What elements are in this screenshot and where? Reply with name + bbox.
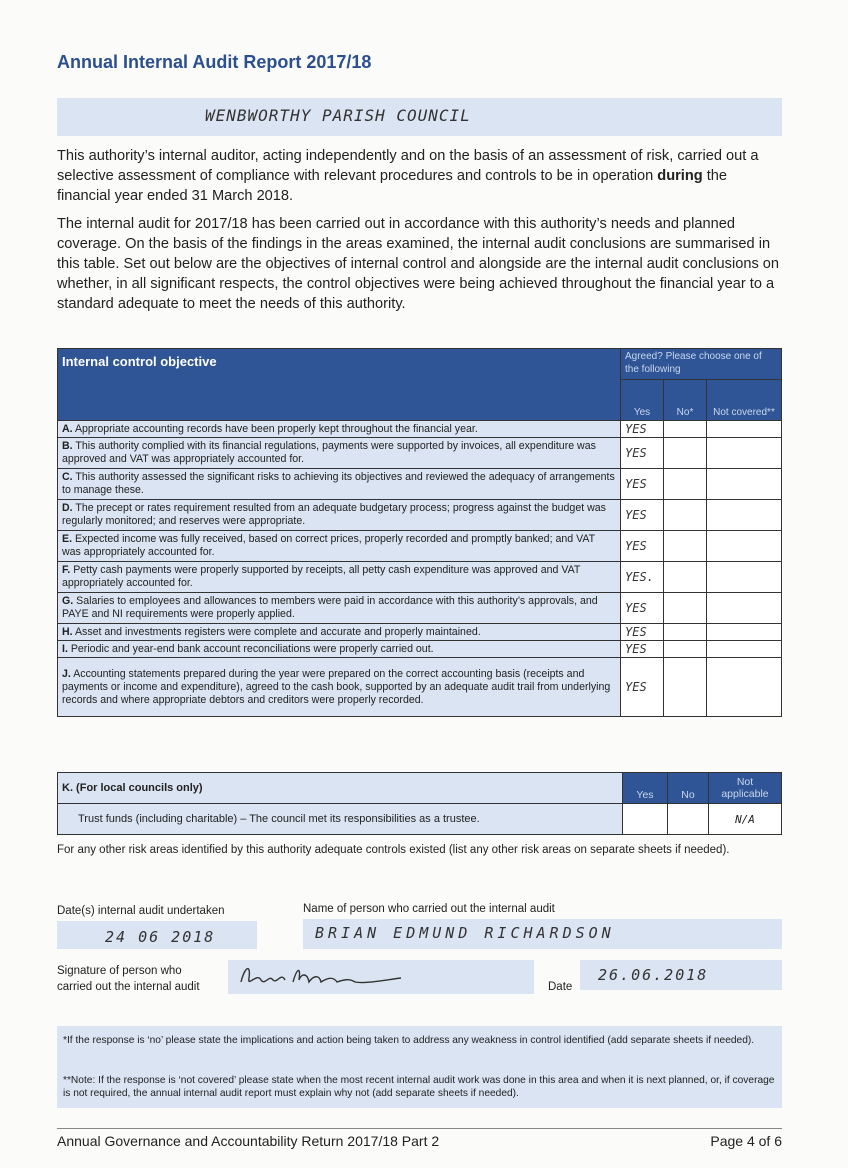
section-k-na: Not applicable bbox=[709, 773, 782, 804]
objective-text: H. Asset and investments registers were complete and accurate and properly maintained. bbox=[58, 624, 621, 641]
dates-label: Date(s) internal audit undertaken bbox=[57, 905, 225, 917]
table-row bbox=[58, 624, 782, 641]
header-objective: Internal control objective bbox=[58, 349, 621, 421]
objective-text: F. Petty cash payments were properly supported by receipts, all petty cash expenditure was approved and VAT appropriately accounted for. bbox=[58, 562, 621, 593]
answer-yes: YES bbox=[621, 593, 664, 624]
answer-yes: YES bbox=[621, 658, 664, 717]
answer-not-covered bbox=[707, 641, 782, 658]
section-k-yes: Yes bbox=[623, 773, 668, 804]
date-label: Date bbox=[548, 981, 573, 993]
section-k-no: No bbox=[668, 773, 709, 804]
page-number: Page 4 of 6 bbox=[710, 1133, 782, 1149]
header-not-covered: Not covered** bbox=[707, 380, 782, 421]
section-k-text: Trust funds (including charitable) – The council met its responsibilities as a trustee. bbox=[58, 804, 623, 835]
table-row bbox=[58, 531, 782, 562]
intro-paragraph-2: The internal audit for 2017/18 has been carried out in accordance with this authority’s needs and planned coverage. On the basis of the findings in the areas examined, the internal audit conclusions are summarised in this table. Set out below are the objectives of internal control and alongside are the internal audit conclusions on whether, in all significant respects, the control objectives were being achieved throughout the financial year to a standard adequate to meet the needs of this authority. bbox=[57, 216, 780, 312]
table-row bbox=[58, 421, 782, 438]
objective-text: B. This authority complied with its financial regulations, payments were supported by invoices, all expenditure was approved and VAT was appropriately accounted for. bbox=[58, 438, 621, 469]
table-row bbox=[58, 593, 782, 624]
table-row bbox=[58, 658, 782, 717]
section-k-no-cell bbox=[668, 804, 709, 835]
answer-not-covered bbox=[707, 593, 782, 624]
answer-no bbox=[664, 469, 707, 500]
objective-text: I. Periodic and year-end bank account reconciliations were properly carried out. bbox=[58, 641, 621, 658]
answer-not-covered bbox=[707, 658, 782, 717]
answer-not-covered bbox=[707, 500, 782, 531]
answer-not-covered bbox=[707, 531, 782, 562]
section-k-table bbox=[57, 772, 782, 835]
answer-yes: YES bbox=[621, 641, 664, 658]
council-name: WENBWORTHY PARISH COUNCIL bbox=[205, 106, 471, 125]
answer-no bbox=[664, 641, 707, 658]
answer-yes: YES. bbox=[621, 562, 664, 593]
header-yes: Yes bbox=[621, 380, 664, 421]
answer-yes: YES bbox=[621, 421, 664, 438]
signature-label-2: carried out the internal audit bbox=[57, 981, 200, 993]
footer-title: Annual Governance and Accountability Return 2017/18 Part 2 bbox=[57, 1133, 440, 1149]
signature-image bbox=[235, 960, 405, 992]
answer-not-covered bbox=[707, 469, 782, 500]
answer-yes: YES bbox=[621, 469, 664, 500]
objective-text: J. Accounting statements prepared during the year were prepared on the correct accounting basis (receipts and payments or income and expenditure), agreed to the cash book, supported by an adequate audit trail from underlying records and where appropriate debtors and creditors were properly recorded. bbox=[58, 658, 621, 717]
name-value: BRIAN EDMUND RICHARDSON bbox=[315, 924, 615, 942]
table-row bbox=[58, 641, 782, 658]
section-k-yes-cell bbox=[623, 804, 668, 835]
answer-no bbox=[664, 658, 707, 717]
table-row bbox=[58, 500, 782, 531]
table-row bbox=[58, 469, 782, 500]
answer-no bbox=[664, 531, 707, 562]
answer-no bbox=[664, 438, 707, 469]
note-not-covered: **Note: If the response is ‘not covered’ please state when the most recent internal audit work was done in this area and when it is next planned, or, if coverage is not required, the annual internal audit report must explain why not (add separate sheets if needed). bbox=[63, 1075, 775, 1099]
section-k-answer: N/A bbox=[709, 804, 782, 835]
section-k-heading: K. (For local councils only) bbox=[58, 773, 623, 804]
answer-no bbox=[664, 624, 707, 641]
footer bbox=[57, 1128, 782, 1149]
answer-yes: YES bbox=[621, 500, 664, 531]
objective-text: D. The precept or rates requirement resulted from an adequate budgetary process; progress against the budget was regularly monitored; and reserves were appropriate. bbox=[58, 500, 621, 531]
table-row bbox=[58, 438, 782, 469]
signature-label-1: Signature of person who bbox=[57, 965, 182, 977]
intro-paragraph-1: This authority’s internal auditor, acting independently and on the basis of an assessment of risk, carried out a selective assessment of compliance with relevant procedures and controls to be in operation during the financial year ended 31 March 2018. bbox=[57, 148, 759, 204]
objective-text: A. Appropriate accounting records have been properly kept throughout the financial year. bbox=[58, 421, 621, 438]
date-value: 26.06.2018 bbox=[598, 966, 709, 984]
header-agreed: Agreed? Please choose one of the following bbox=[621, 349, 782, 380]
answer-no bbox=[664, 593, 707, 624]
answer-no bbox=[664, 562, 707, 593]
objective-text: E. Expected income was fully received, based on correct prices, properly recorded and promptly banked; and VAT was appropriately accounted for. bbox=[58, 531, 621, 562]
objective-text: G. Salaries to employees and allowances to members were paid in accordance with this authority’s approvals, and PAYE and NI requirements were properly applied. bbox=[58, 593, 621, 624]
name-label: Name of person who carried out the internal audit bbox=[303, 903, 555, 915]
answer-yes: YES bbox=[621, 624, 664, 641]
other-risks-note: For any other risk areas identified by this authority adequate controls existed (list any other risk areas on separate sheets if needed). bbox=[57, 844, 730, 856]
answer-not-covered bbox=[707, 421, 782, 438]
note-no-response: *If the response is ‘no’ please state the implications and action being taken to address any weakness in control identified (add separate sheets if needed). bbox=[63, 1035, 755, 1046]
dates-value: 24 06 2018 bbox=[105, 928, 216, 946]
header-no: No* bbox=[664, 380, 707, 421]
answer-no bbox=[664, 500, 707, 531]
page-title: Annual Internal Audit Report 2017/18 bbox=[57, 52, 372, 72]
answer-no bbox=[664, 421, 707, 438]
answer-not-covered bbox=[707, 624, 782, 641]
answer-yes: YES bbox=[621, 438, 664, 469]
internal-control-table bbox=[57, 348, 782, 717]
answer-yes: YES bbox=[621, 531, 664, 562]
answer-not-covered bbox=[707, 438, 782, 469]
table-row bbox=[58, 562, 782, 593]
objective-text: C. This authority assessed the significant risks to achieving its objectives and reviewed the adequacy of arrangements to manage these. bbox=[58, 469, 621, 500]
answer-not-covered bbox=[707, 562, 782, 593]
